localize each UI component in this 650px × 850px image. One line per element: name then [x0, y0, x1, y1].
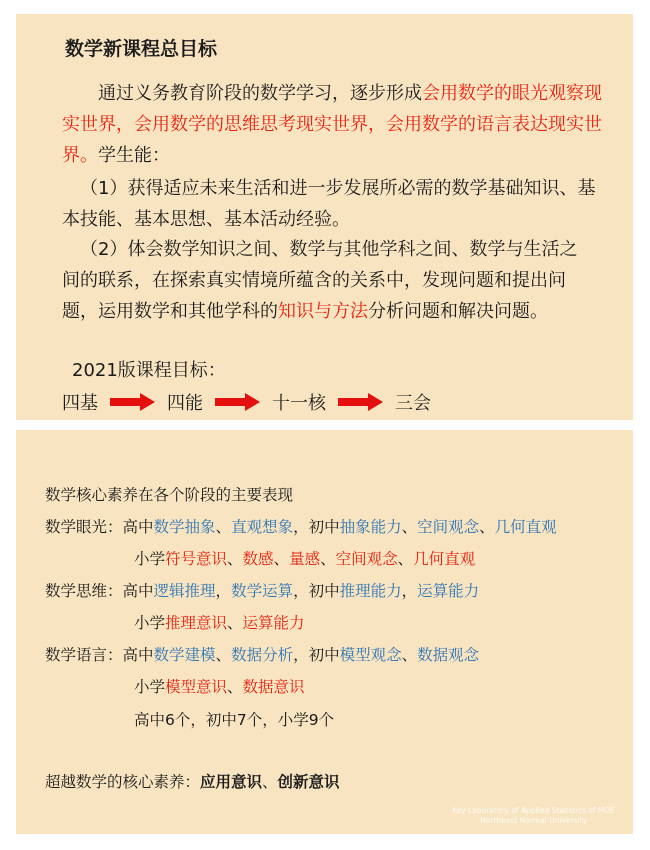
text-segment: 、	[227, 614, 243, 632]
vision-line-senior-junior	[45, 515, 557, 537]
red-highlight-text: 量感	[289, 550, 321, 568]
beyond-separator: 、	[262, 773, 278, 791]
blue-highlight-text: 推理能力	[339, 582, 402, 600]
blue-highlight-text: 数学建模	[153, 646, 216, 664]
core-literacy-heading: 数学核心素养在各个阶段的主要表现	[45, 486, 294, 504]
right-arrow-icon	[215, 392, 260, 412]
evolution-item-four-basics: 四基	[62, 393, 98, 414]
watermark-line: Northeast Normal University	[480, 816, 587, 825]
text-segment: 学生能：	[98, 145, 170, 166]
blue-highlight-text: 数学抽象	[153, 518, 216, 536]
red-highlight-text: 几何直观	[413, 550, 476, 568]
beyond-label: 超越数学的核心素养：	[45, 773, 201, 791]
goal-one-paragraph: （1）获得适应未来生活和进一步发展所必需的数学基础知识、基本技能、基本思想、基本活动经验。	[62, 178, 596, 230]
text-segment: ，	[401, 582, 418, 600]
blue-highlight-text: 空间观念	[417, 518, 480, 536]
blue-highlight-text: 数据分析	[231, 646, 294, 664]
evolution-item-three-abilities: 三会	[395, 393, 431, 414]
red-highlight-text: 数据意识	[242, 678, 305, 696]
language-line-primary	[134, 675, 305, 697]
evolution-item-four-abilities: 四能	[167, 393, 203, 414]
goal-two-paragraph	[62, 234, 590, 327]
text-segment: 、	[215, 518, 232, 536]
text-segment: 、	[397, 550, 414, 568]
text-segment: 通过义务教育阶段的数学学习，逐步形成	[98, 83, 422, 104]
text-segment: 数学眼光：	[45, 518, 123, 536]
intro-paragraph	[62, 78, 602, 171]
blue-highlight-text: 运算能力	[417, 582, 480, 600]
evolution-item-eleven-cores: 十一核	[272, 393, 326, 414]
right-arrow-icon	[110, 392, 155, 412]
text-segment: 高中6个，初中7个，小学9个	[134, 711, 335, 729]
thinking-line-senior-junior	[45, 579, 479, 601]
blue-highlight-text: 直观想象	[231, 518, 294, 536]
text-segment: 、	[273, 550, 290, 568]
red-highlight-text: 知识与方法	[278, 301, 368, 322]
text-segment: 、	[401, 518, 418, 536]
text-segment: 小学	[134, 678, 166, 696]
text-segment: 数学语言：	[45, 646, 123, 664]
blue-highlight-text: 数学运算	[231, 582, 294, 600]
beyond-item-innovation: 创新意识	[277, 773, 340, 791]
slide-panel-course-goals	[16, 14, 633, 420]
text-segment: ，	[215, 582, 232, 600]
red-highlight-text: 空间观念	[335, 550, 398, 568]
watermark	[452, 806, 615, 826]
blue-highlight-text: 逻辑推理	[153, 582, 216, 600]
blue-highlight-text: 数据观念	[417, 646, 480, 664]
beyond-math-line	[45, 770, 340, 792]
text-segment: 高中	[122, 518, 154, 536]
text-segment: 高中	[122, 582, 154, 600]
right-arrow-icon	[338, 392, 383, 412]
language-line-senior-junior	[45, 643, 479, 665]
text-segment: 、	[227, 678, 243, 696]
text-segment: 小学	[134, 550, 166, 568]
text-segment: 、	[227, 550, 243, 568]
text-segment: ，初中	[293, 582, 340, 600]
blue-highlight-text: 几何直观	[494, 518, 557, 536]
vision-line-primary	[134, 547, 475, 569]
text-segment: 数学思维：	[45, 582, 123, 600]
slide-title: 数学新课程总目标	[65, 38, 218, 60]
beyond-item-application: 应用意识	[200, 773, 263, 791]
text-segment: ，初中	[293, 518, 340, 536]
version-label: 2021版课程目标：	[72, 360, 226, 381]
blue-highlight-text: 模型观念	[339, 646, 402, 664]
text-segment: 、	[320, 550, 336, 568]
red-highlight-text: 会用数学的眼光观察现实世界，会用数学的思维思考现实世界，会用数学的语言表达现实世界。	[62, 83, 602, 166]
red-highlight-text: 模型意识	[165, 678, 228, 696]
red-highlight-text: 符号意识	[165, 550, 228, 568]
blue-highlight-text: 抽象能力	[339, 518, 402, 536]
watermark-line: Key Laboratory of Applied Statistics of MOE	[452, 806, 615, 815]
red-highlight-text: 推理意识	[165, 614, 228, 632]
slide-panel-core-literacy	[16, 430, 633, 834]
text-segment: 分析问题和解决问题。	[368, 301, 548, 322]
text-segment: 高中	[122, 646, 154, 664]
text-segment: ，初中	[293, 646, 340, 664]
text-segment: （2）体会数学知识之间、数学与其他学科之间、数学与生活之间的联系，在探索真实情境所蕴含的关系中，发现问题和提出问题，运用数学和其他学科的	[62, 239, 578, 322]
red-highlight-text: 运算能力	[242, 614, 305, 632]
text-segment: 、	[215, 646, 232, 664]
red-highlight-text: 数感	[242, 550, 274, 568]
goal-evolution-row	[62, 389, 431, 415]
thinking-line-primary	[134, 611, 305, 633]
count-summary-line	[134, 708, 334, 730]
text-segment: 小学	[134, 614, 166, 632]
text-segment: 、	[401, 646, 418, 664]
text-segment: 、	[479, 518, 495, 536]
